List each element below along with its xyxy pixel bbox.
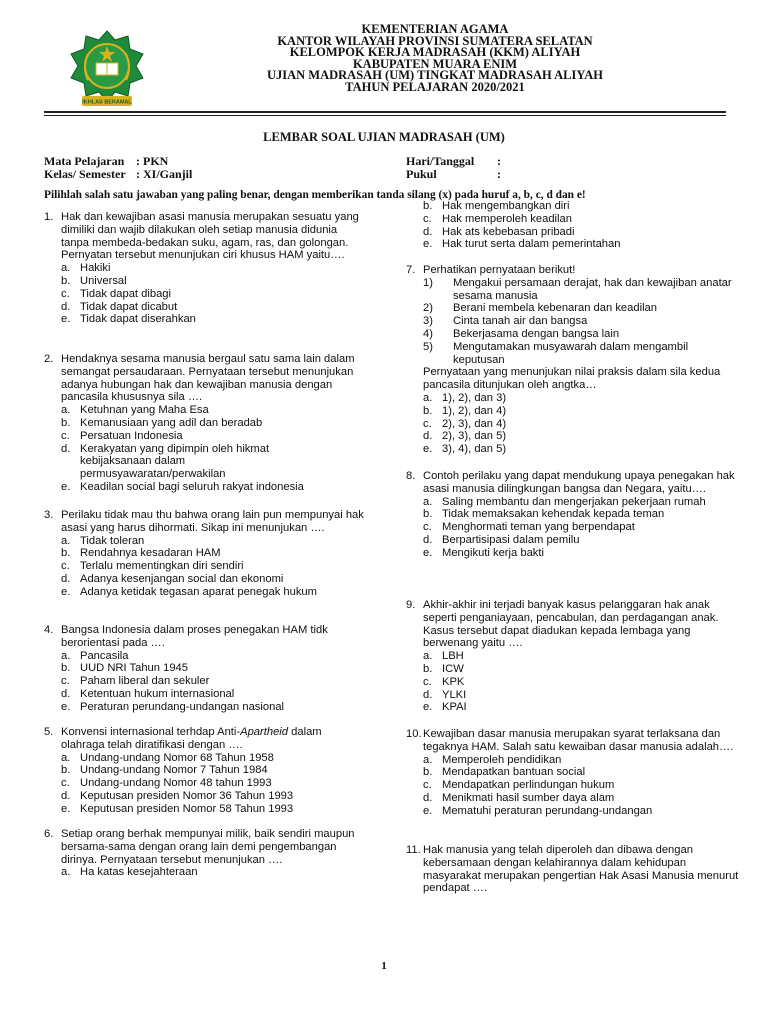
question-number: 11.: [406, 844, 421, 856]
option-b: b. Universal: [61, 274, 127, 287]
question-number: 5.: [44, 726, 54, 738]
question-3: [44, 509, 368, 599]
question-11: [406, 844, 740, 895]
option-e: e. Keputusan presiden Nomor 58 Tahun 1993: [61, 802, 294, 815]
page-number: 1: [381, 960, 387, 972]
option-a: a. LBH: [423, 650, 464, 663]
option-e: e. Adanya ketidak tegasan aparat penegak hukum: [61, 585, 317, 598]
option-b: b. Undang-undang Nomor 7 Tahun 1984: [61, 764, 268, 777]
header-line-ministry: KEMENTERIAN AGAMA: [361, 22, 509, 36]
option-b: b. ICW: [423, 662, 464, 675]
option-e: e. Mematuhi peraturan perundang-undangan: [423, 804, 653, 817]
option-d: d. Menikmati hasil sumber daya alam: [423, 791, 615, 804]
question-10: [406, 728, 740, 818]
option-c: c. Menghormati teman yang berpendapat: [423, 521, 635, 534]
option-b: b. UUD NRI Tahun 1945: [61, 662, 188, 675]
question-stem: Hendaknya sesama manusia bergaul satu sama lain dalam semangat persaudaraan. Pernyataan tersebut menunjukan adanya hubungan hak dan kewajiban manusia dengan pancasila khususnya sila ….: [61, 353, 355, 404]
question-number: 2.: [44, 353, 54, 365]
time-row: [406, 168, 501, 181]
kemenag-logo: [68, 30, 146, 112]
date-value: :: [497, 154, 501, 168]
option-d: d. Adanya kesenjangan social dan ekonomi: [61, 572, 284, 585]
class-label: Kelas/ Semester: [44, 167, 126, 181]
time-label: Pukul: [406, 167, 437, 181]
option-b: b. Hak mengembangkan diri: [423, 200, 570, 212]
header-line-year: TAHUN PELAJARAN 2020/2021: [345, 79, 525, 94]
option-c: c. Persatuan Indonesia: [61, 429, 183, 442]
option-b: b. 1), 2), dan 4): [423, 404, 507, 417]
statement-4: 4) Bekerjasama dengan bangsa lain: [423, 327, 620, 340]
question-stem: Akhir-akhir ini terjadi banyak kasus pelanggaran hak anak seperti penganiayaan, pencabulan, dan perdagangan anak. Kasus tersebut dapat diadukan kepada lembaga yang berwenang yaitu ….: [423, 599, 719, 650]
header-line-office: KANTOR WILAYAH PROVINSI SUMATERA SELATAN: [277, 33, 593, 48]
question-stem: Perhatikan pernyataan berikut!: [423, 264, 576, 276]
header-divider: [44, 111, 726, 113]
question-number: 4.: [44, 624, 54, 636]
option-a: a. Tidak toleran: [61, 534, 145, 547]
statement-1: 1) Mengakui persamaan derajat, hak dan kewajiban anatar sesama manusia: [423, 276, 732, 302]
question-stem: Contoh perilaku yang dapat mendukung upaya penegakan hak asasi manusia dilingkungan bangsa dan Negara, yaitu….: [423, 470, 735, 495]
question-8: [406, 470, 740, 560]
option-c: c. Terlalu mementingkan diri sendiri: [61, 560, 244, 573]
question-stem: Hak manusia yang telah diperoleh dan dibawa dengan kebersamaan dengan kelahirannya dalam kehidupan masyarakat merupakan pengertian Hak Asasi Manusia menurut pendapat ….: [423, 844, 739, 895]
option-a: a. Pancasila: [61, 649, 129, 662]
question-number: 8.: [406, 470, 416, 482]
option-e: e. Mengikuti kerja bakti: [423, 546, 544, 559]
option-d: d. YLKI: [423, 688, 467, 701]
question-number: 3.: [44, 509, 54, 521]
option-d: d. Ketentuan hukum internasional: [61, 687, 235, 700]
option-c: c. Hak memperoleh keadilan: [423, 212, 572, 225]
option-c: c. Undang-undang Nomor 48 tahun 1993: [61, 777, 272, 790]
question-stem: Setiap orang berhak mempunyai milik, baik sendiri maupun bersama-sama dengan orang lain demi pengembangan dirinya. Pernyataan tersebut menunjukan ….: [61, 828, 355, 866]
option-a: a. Memperoleh pendidikan: [423, 753, 562, 766]
option-c: c. Mendapatkan perlindungan hukum: [423, 779, 615, 792]
option-e: e. Peraturan perundang-undangan nasional: [61, 700, 285, 713]
date-label: Hari/Tanggal: [406, 154, 475, 168]
option-c: c. Tidak dapat dibagi: [61, 287, 172, 300]
question-number: 1.: [44, 211, 54, 223]
option-c: c. Paham liberal dan sekuler: [61, 675, 210, 688]
option-a: a. Undang-undang Nomor 68 Tahun 1958: [61, 751, 274, 764]
question-1: [44, 211, 368, 326]
logo-banner-text: IKHLAS BERAMAL: [82, 99, 132, 106]
option-a: a. Ha katas kesejahteraan: [61, 866, 198, 879]
question-number: 9.: [406, 599, 416, 611]
option-b: b. Kemanusiaan yang adil dan beradab: [61, 416, 263, 429]
header-divider-thin: [44, 115, 726, 116]
option-a: a. Hakiki: [61, 262, 111, 275]
question-7: [406, 264, 740, 456]
question-stem: Konvensi internasional terhdap Anti-Apartheid dalam olahraga telah diratifikasi dengan ….: [61, 726, 322, 751]
question-stem: Hak dan kewajiban asasi manusia merupakan sesuatu yang dimiliki dan wajib dilakukan oleh setiap manusia didunia tanpa membeda-bedakan suku, agam, ras, dan golongan. Pernyatan tersebut menunjukan ciri khusus HAM yaitu….: [61, 211, 359, 262]
option-e: e. Keadilan social bagi seluruh rakyat indonesia: [61, 480, 304, 493]
statement-2: 2) Berani membela kebenaran dan keadilan: [423, 302, 657, 315]
statement-3: 3) Cinta tanah air dan bangsa: [423, 315, 588, 328]
time-value: :: [497, 167, 501, 181]
question-stem: Kewajiban dasar manusia merupakan syarat terlaksana dan tegaknya HAM. Salah satu kewaiban dasar manusia adalah….: [423, 728, 734, 753]
subject-label: Mata Pelajaran: [44, 154, 125, 168]
option-e: e. 3), 4), dan 5): [423, 443, 507, 456]
option-d: d. Kerakyatan yang dipimpin oleh hikmat kebijaksanaan dalam permusyawaratan/perwakilan: [61, 442, 270, 481]
option-b: b. Tidak memaksakan kehendak kepada teman: [423, 508, 665, 521]
instruction-text: Pilihlah salah satu jawaban yang paling benar, dengan memberikan tanda silang (x) pada huruf a, b, c, d dan e!: [44, 189, 586, 201]
question-number: 6.: [44, 828, 54, 840]
option-d: d. Keputusan presiden Nomor 36 Tahun 1993: [61, 789, 294, 802]
subject-value: : PKN: [136, 154, 169, 168]
question-9: [406, 599, 740, 714]
question-4: [44, 624, 368, 714]
option-b: b. Mendapatkan bantuan social: [423, 766, 586, 779]
option-b: b. Rendahnya kesadaran HAM: [61, 547, 221, 560]
question-number: 10.: [406, 728, 422, 740]
question-6-continued: [406, 200, 740, 251]
question-2: [44, 353, 368, 494]
option-e: e. KPAI: [423, 701, 467, 714]
sheet-title: LEMBAR SOAL UJIAN MADRASAH (UM): [263, 130, 505, 144]
question-5: [44, 726, 368, 816]
option-d: d. Berpartisipasi dalam pemilu: [423, 533, 580, 546]
option-c: c. 2), 3), dan 4): [423, 417, 507, 430]
option-e: e. Hak turut serta dalam pemerintahan: [423, 238, 621, 251]
question-stem: Perilaku tidak mau thu bahwa orang lain pun mempunyai hak asasi yang harus dihormati. Sikap ini menunjukan ….: [61, 509, 364, 534]
header-line-exam: UJIAN MADRASAH (UM) TINGKAT MADRASAH ALIYAH: [266, 68, 604, 83]
question-stem: Bangsa Indonesia dalam proses penegakan HAM tidk berorientasi pada ….: [61, 624, 328, 649]
option-e: e. Tidak dapat diserahkan: [61, 313, 196, 326]
option-a: a. Saling membantu dan mengerjakan pekerjaan rumah: [423, 495, 706, 508]
document-header: [150, 24, 720, 94]
header-line-regency: KABUPATEN MUARA ENIM: [352, 56, 518, 71]
option-d: d. Tidak dapat dicabut: [61, 300, 178, 313]
question-stem-followup: Pernyataan yang menunjukan nilai praksis dalam sila kedua pancasila ditunjukan oleh angtka…: [423, 366, 721, 392]
header-line-kkm: KELOMPOK KERJA MADRASAH (KKM) ALIYAH: [289, 45, 581, 60]
option-a: a. 1), 2), dan 3): [423, 391, 507, 404]
class-value: : XI/Ganjil: [136, 167, 193, 181]
question-number: 7.: [406, 264, 416, 276]
option-a: a. Ketuhnan yang Maha Esa: [61, 404, 209, 417]
option-d: d. Hak ats kebebasan pribadi: [423, 225, 575, 238]
option-c: c. KPK: [423, 675, 465, 688]
class-row: [44, 168, 192, 181]
option-d: d. 2), 3), dan 5): [423, 430, 507, 443]
statement-5: 5) Mengutamakan musyawarah dalam mengambil keputusan: [423, 340, 689, 366]
question-6: [44, 828, 368, 879]
